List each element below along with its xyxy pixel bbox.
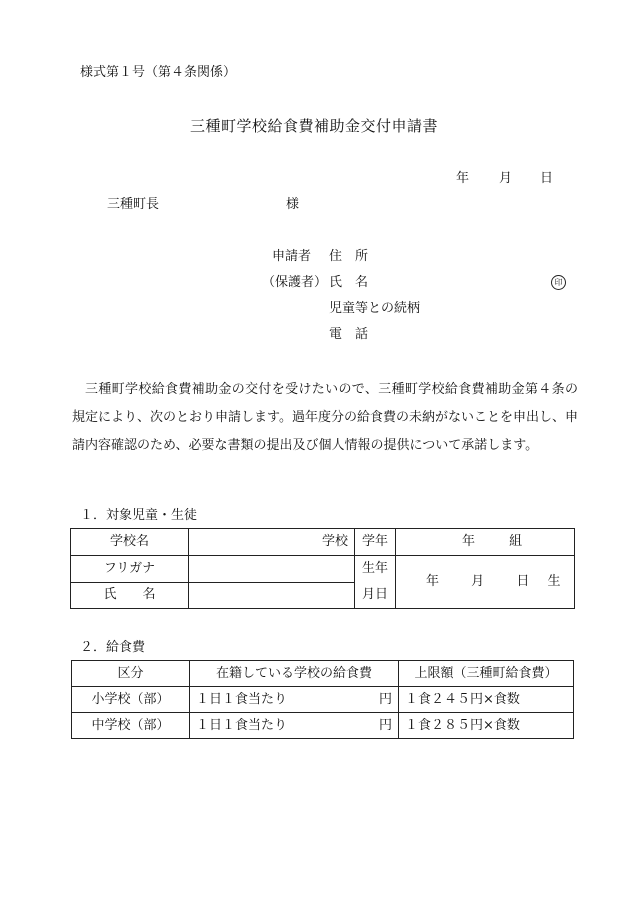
relationship-label: 児童等との続柄 [329,301,421,316]
seal-mark: 印 [551,275,566,290]
application-statement: 三種町学校給食費補助金の交付を受けたいので、三種町学校給食費補助金第４条の規定により、次のとおり申請します。過年度分の給食費の未納がないことを申出し、申請内容確認のため、必要な書類の提出及び個人情報の提供について承諾します。 [72,382,578,453]
addressee-name: 三種町長 [107,197,160,212]
limit-cell: １食２４５円×食数 [399,687,574,713]
school-suffix: 学校 [321,534,348,549]
row-category: 小学校（部） [72,687,190,713]
address-label-2: 所 [355,249,369,264]
page-title: 三種町学校給食費補助金交付申請書 [190,117,439,135]
grade-unit: 年 [462,534,476,549]
grade-class-field[interactable] [396,529,575,556]
birth-suffix: 生 [547,574,561,589]
phone-label-1: 電 [329,327,343,342]
name-label-1: 氏 [329,275,343,290]
date-month-label: 月 [499,171,513,186]
column-limit: 上限額（三種町給食費） [399,661,574,687]
addressee-honorific: 様 [286,197,300,212]
form-number: 様式第１号（第４条関係） [80,65,237,80]
birthdate-field[interactable] [396,556,575,609]
birth-year-unit: 年 [426,574,440,589]
class-unit: 組 [509,534,523,549]
date-year-label: 年 [456,171,470,186]
furigana-label: フリガナ [71,556,189,583]
address-label-1: 住 [329,249,343,264]
section2-heading: ２．給食費 [80,640,146,655]
column-school-fee: 在籍している学校の給食費 [190,661,399,687]
guardian-label: （保護者） [262,275,328,290]
table-row [72,713,574,739]
fee-unit: 円 [378,717,392,733]
column-category: 区分 [72,661,190,687]
phone-label-2: 話 [355,327,369,342]
school-name-label: 学校名 [71,529,189,556]
date-day-label: 日 [540,171,554,186]
student-name-field[interactable] [189,582,355,609]
birth-day-unit: 日 [516,574,530,589]
fee-prefix: １日１食当たり [196,717,288,733]
limit-cell: １食２８５円×食数 [399,713,574,739]
fee-unit: 円 [378,691,392,707]
student-table [70,528,575,609]
furigana-field[interactable] [189,556,355,583]
fee-input-cell[interactable] [190,687,399,713]
school-name-field[interactable] [189,529,355,556]
section1-heading: １．対象児童・生徒 [80,508,198,523]
fee-input-cell[interactable] [190,713,399,739]
student-name-label: 氏 名 [71,582,189,609]
name-label-2: 名 [355,275,369,290]
birthdate-label: 生年 月日 [355,556,396,609]
row-category: 中学校（部） [72,713,190,739]
fee-prefix: １日１食当たり [196,691,288,707]
lunch-fee-table [71,660,574,739]
applicant-label: 申請者 [272,249,312,264]
birth-month-unit: 月 [471,574,485,589]
grade-label: 学年 [355,529,396,556]
table-row [72,687,574,713]
